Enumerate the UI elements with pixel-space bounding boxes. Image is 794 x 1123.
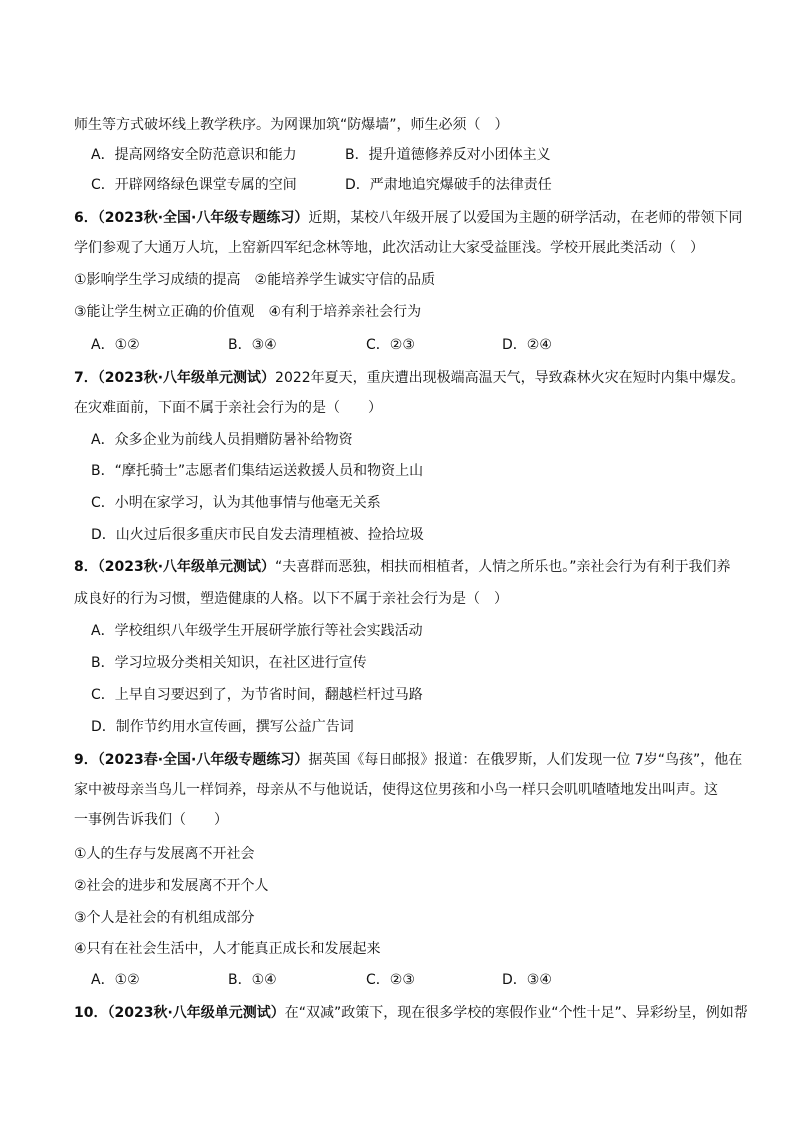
line-text: 在灾难面前，下面不属于亲社会行为的是（ ） xyxy=(74,400,382,416)
option-a: A．提高网络安全防范意识和能力 xyxy=(91,147,297,163)
line-text: ②社会的进步和发展离不开个人 xyxy=(74,878,269,894)
line-text: ③能让学生树立正确的价值观 ④有利于培养亲社会行为 xyxy=(74,304,422,320)
question-source: （2023秋·八年级单元测试） xyxy=(97,370,276,386)
option-c: C．②③ xyxy=(366,972,415,988)
line-q9l2 xyxy=(0,778,794,802)
question-number: 10． xyxy=(74,1005,108,1021)
line-text: ①影响学生学习成绩的提高 ②能培养学生诚实守信的品质 xyxy=(74,272,436,288)
line-q8d xyxy=(0,715,794,739)
line-q5opts1 xyxy=(0,143,794,167)
line-text: 一事例告诉我们（ ） xyxy=(74,812,228,828)
line-q8a xyxy=(0,619,794,643)
line-q8c xyxy=(0,683,794,707)
line-text: 成良好的行为习惯，塑造健康的人格。以下不属于亲社会行为是（ ） xyxy=(74,591,508,607)
line-q7l2 xyxy=(0,396,794,420)
option-text: D．制作节约用水宣传画，撰写公益广告词 xyxy=(91,719,354,735)
line-q7a xyxy=(0,428,794,452)
line-q9s3 xyxy=(0,906,794,930)
option-text: C．小明在家学习，认为其他事情与他毫无关系 xyxy=(91,495,381,511)
line-q6s1 xyxy=(0,268,794,292)
line-q8l2 xyxy=(0,587,794,611)
line-q6opts xyxy=(0,333,794,357)
question-text: “夫喜群而恶独，相扶而相植者，人情之所乐也。”亲社会行为有利于我们养 xyxy=(275,559,731,575)
option-text: B．“摩托骑士”志愿者们集结运送救援人员和物资上山 xyxy=(91,463,424,479)
option-d: D．③④ xyxy=(502,972,552,988)
option-b: B．提升道德修养反对小团体主义 xyxy=(345,147,551,163)
option-c: C．②③ xyxy=(366,337,415,353)
question-heading xyxy=(74,748,742,772)
option-a: C．开辟网络绿色课堂专属的空间 xyxy=(91,177,297,193)
question-heading xyxy=(74,1001,748,1025)
line-q8head xyxy=(0,555,794,579)
line-text: ③个人是社会的有机组成部分 xyxy=(74,910,255,926)
option-text: B．学习垃圾分类相关知识，在社区进行宣传 xyxy=(91,655,367,671)
line-q9s1 xyxy=(0,842,794,866)
option-text: A．众多企业为前线人员捐赠防暑补给物资 xyxy=(91,432,353,448)
line-text: 家中被母亲当鸟儿一样饲养，母亲从不与他说话，使得这位男孩和小鸟一样只会叽叽喳喳地发出叫声。这 xyxy=(74,782,718,798)
option-text: C．上早自习要迟到了，为节省时间，翻越栏杆过马路 xyxy=(91,687,423,703)
question-heading xyxy=(74,555,731,579)
question-text: 2022年夏天，重庆遭出现极端高温天气，导致森林火灾在短时内集中爆发。 xyxy=(275,370,745,386)
option-b: B．③④ xyxy=(228,337,277,353)
option-a: A．①② xyxy=(91,337,140,353)
option-d: D．②④ xyxy=(502,337,552,353)
line-text: 学们参观了大通万人坑，上窑新四军纪念林等地，此次活动让大家受益匪浅。学校开展此类活动（ ） xyxy=(74,240,704,256)
line-q6s2 xyxy=(0,300,794,324)
line-q6head xyxy=(0,206,794,230)
question-text: 据英国《每日邮报》报道：在俄罗斯，人们发现一位 7岁“鸟孩”，他在 xyxy=(308,752,743,768)
question-text: 近期，某校八年级开展了以爱国为主题的研学活动，在老师的带领下同 xyxy=(308,210,743,226)
question-text: 在“双减”政策下，现在很多学校的寒假作业“个性十足”、异彩纷呈，例如帮 xyxy=(284,1005,748,1021)
line-text: 师生等方式破坏线上教学秩序。为网课加筑“防爆墙”，师生必须（ ） xyxy=(74,117,509,133)
line-text: ④只有在社会生活中，人才能真正成长和发展起来 xyxy=(74,941,381,957)
option-b: B．①④ xyxy=(228,972,277,988)
question-source: （2023秋·八年级单元测试） xyxy=(107,1005,285,1021)
line-q7b xyxy=(0,459,794,483)
line-q10head xyxy=(0,1001,794,1025)
option-text: D．山火过后很多重庆市民自发去清理植被、捡拾垃圾 xyxy=(91,527,424,543)
option-b: D．严肃地追究爆破手的法律责任 xyxy=(345,177,552,193)
question-number: 7． xyxy=(74,370,98,386)
line-q8b xyxy=(0,651,794,675)
option-a: A．①② xyxy=(91,972,140,988)
line-q5opts2 xyxy=(0,173,794,197)
line-q7d xyxy=(0,523,794,547)
line-q9s2 xyxy=(0,874,794,898)
question-number: 9． xyxy=(74,752,98,768)
question-source: （2023秋·八年级单元测试） xyxy=(97,559,276,575)
line-q6l2 xyxy=(0,236,794,260)
line-q9opts xyxy=(0,968,794,992)
line-l1 xyxy=(0,113,794,137)
line-q9l3 xyxy=(0,808,794,832)
line-q9s4 xyxy=(0,937,794,961)
line-text: ①人的生存与发展离不开社会 xyxy=(74,846,255,862)
question-source: （2023秋·全国·八年级专题练习） xyxy=(97,210,309,226)
line-q7c xyxy=(0,491,794,515)
question-heading xyxy=(74,206,742,230)
line-q9head xyxy=(0,748,794,772)
question-source: （2023春·全国·八年级专题练习） xyxy=(97,752,309,768)
question-number: 8． xyxy=(74,559,98,575)
line-q7head xyxy=(0,366,794,390)
question-number: 6． xyxy=(74,210,98,226)
question-heading xyxy=(74,366,745,390)
option-text: A．学校组织八年级学生开展研学旅行等社会实践活动 xyxy=(91,623,423,639)
